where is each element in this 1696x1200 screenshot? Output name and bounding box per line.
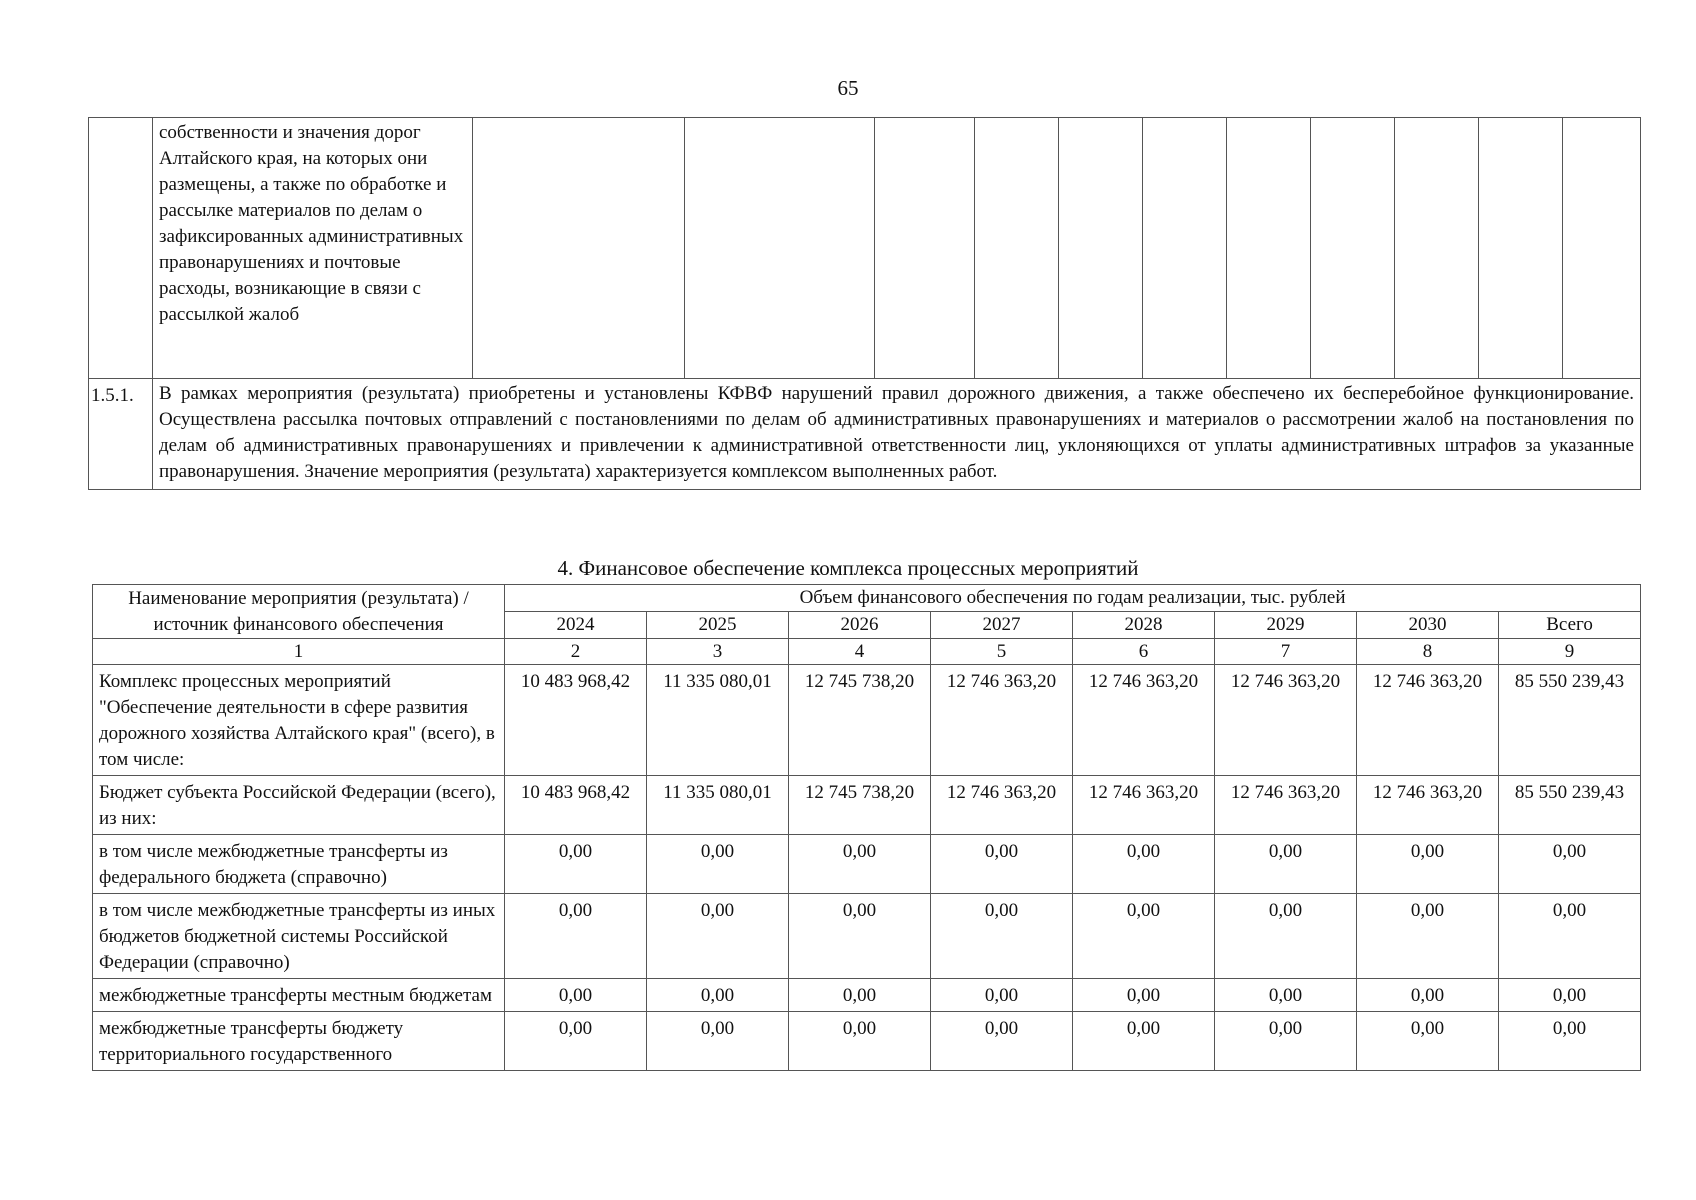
value-cell: 0,00	[1499, 835, 1641, 894]
header-row	[93, 585, 1641, 612]
empty-cell	[1227, 118, 1311, 379]
value-cell: 0,00	[1073, 979, 1215, 1012]
value-cell: 12 746 363,20	[1073, 665, 1215, 776]
item-description: В рамках мероприятия (результата) приобретены и установлены КФВФ нарушений правил дорожного движения, а также обеспечено их бесперебойное функционирование. Осуществлена рассылка почтовых отправлений с постановлениями по делам об административных правонарушениях и материалов о рассмотрении жалоб на постановления по делам об административных правонарушениях и привлечении к административной ответственности лиц, уклоняющихся от уплаты административных штрафов за указанные правонарушения. Значение мероприятия (результата) характеризуется комплексом выполненных работ.	[153, 379, 1641, 490]
column-number: 3	[647, 639, 789, 665]
column-number: 5	[931, 639, 1073, 665]
item-row	[89, 379, 1641, 490]
continuation-row	[89, 118, 1641, 379]
row-name: межбюджетные трансферты бюджету территориального государственного	[93, 1012, 505, 1071]
continuation-table	[88, 117, 1641, 490]
value-cell: 12 746 363,20	[1357, 665, 1499, 776]
empty-cell	[685, 118, 875, 379]
value-cell: 0,00	[505, 894, 647, 979]
value-cell: 0,00	[505, 1012, 647, 1071]
column-number: 8	[1357, 639, 1499, 665]
value-cell: 85 550 239,43	[1499, 776, 1641, 835]
column-number: 6	[1073, 639, 1215, 665]
year-cell: 2025	[647, 612, 789, 639]
row-name: Бюджет субъекта Российской Федерации (всего), из них:	[93, 776, 505, 835]
value-cell: 12 746 363,20	[1215, 776, 1357, 835]
value-cell: 0,00	[647, 894, 789, 979]
value-cell: 12 746 363,20	[931, 665, 1073, 776]
value-cell: 0,00	[789, 894, 931, 979]
section-title: 4. Финансовое обеспечение комплекса процессных мероприятий	[557, 556, 1139, 580]
value-cell: 0,00	[1215, 979, 1357, 1012]
value-cell: 0,00	[1499, 894, 1641, 979]
value-cell: 12 746 363,20	[1215, 665, 1357, 776]
column-number: 4	[789, 639, 931, 665]
value-cell: 0,00	[1215, 1012, 1357, 1071]
value-cell: 11 335 080,01	[647, 665, 789, 776]
empty-cell	[1311, 118, 1395, 379]
value-cell: 0,00	[1073, 1012, 1215, 1071]
item-number: 1.5.1.	[89, 379, 153, 490]
table-row	[93, 894, 1641, 979]
value-cell: 0,00	[1073, 894, 1215, 979]
year-cell: 2030	[1357, 612, 1499, 639]
year-cell: 2028	[1073, 612, 1215, 639]
value-cell: 0,00	[1499, 1012, 1641, 1071]
empty-cell	[1143, 118, 1227, 379]
value-cell: 0,00	[1073, 835, 1215, 894]
value-cell: 0,00	[931, 894, 1073, 979]
value-cell: 85 550 239,43	[1499, 665, 1641, 776]
column-number: 7	[1215, 639, 1357, 665]
row-name: в том числе межбюджетные трансферты из иных бюджетов бюджетной системы Российской Федерации (справочно)	[93, 894, 505, 979]
row-name: межбюджетные трансферты местным бюджетам	[93, 979, 505, 1012]
year-cell: 2026	[789, 612, 931, 639]
value-cell: 0,00	[1357, 1012, 1499, 1071]
value-cell: 0,00	[1357, 835, 1499, 894]
value-cell: 0,00	[1215, 894, 1357, 979]
column-number: 2	[505, 639, 647, 665]
year-cell: 2024	[505, 612, 647, 639]
empty-cell	[975, 118, 1059, 379]
value-cell: 0,00	[931, 979, 1073, 1012]
value-cell: 0,00	[789, 979, 931, 1012]
empty-cell	[1563, 118, 1641, 379]
year-cell: 2029	[1215, 612, 1357, 639]
year-cell: Всего	[1499, 612, 1641, 639]
value-cell: 0,00	[505, 979, 647, 1012]
value-cell: 0,00	[931, 1012, 1073, 1071]
empty-cell	[1059, 118, 1143, 379]
empty-cell	[1395, 118, 1479, 379]
value-cell: 12 745 738,20	[789, 776, 931, 835]
value-cell: 12 745 738,20	[789, 665, 931, 776]
header-volume-cell: Объем финансового обеспечения по годам реализации, тыс. рублей	[505, 585, 1641, 612]
empty-cell	[875, 118, 975, 379]
value-cell: 0,00	[1357, 979, 1499, 1012]
page-number: 65	[837, 76, 859, 100]
value-cell: 0,00	[789, 1012, 931, 1071]
value-cell: 0,00	[647, 1012, 789, 1071]
table-row	[93, 979, 1641, 1012]
row-name: Комплекс процессных мероприятий "Обеспечение деятельности в сфере развития дорожного хозяйства Алтайского края" (всего), в том числе:	[93, 665, 505, 776]
value-cell: 0,00	[1215, 835, 1357, 894]
value-cell: 0,00	[505, 835, 647, 894]
value-cell: 0,00	[1357, 894, 1499, 979]
continuation-number-cell	[89, 118, 153, 379]
table-row	[93, 776, 1641, 835]
column-number: 9	[1499, 639, 1641, 665]
value-cell: 12 746 363,20	[1073, 776, 1215, 835]
value-cell: 11 335 080,01	[647, 776, 789, 835]
header-name-cell: Наименование мероприятия (результата) / источник финансового обеспечения	[93, 585, 505, 639]
finance-table	[92, 584, 1641, 1071]
year-cell: 2027	[931, 612, 1073, 639]
value-cell: 0,00	[647, 979, 789, 1012]
value-cell: 0,00	[789, 835, 931, 894]
value-cell: 0,00	[1499, 979, 1641, 1012]
value-cell: 10 483 968,42	[505, 776, 647, 835]
empty-cell	[473, 118, 685, 379]
value-cell: 12 746 363,20	[1357, 776, 1499, 835]
value-cell: 0,00	[647, 835, 789, 894]
empty-cell	[1479, 118, 1563, 379]
table-row	[93, 835, 1641, 894]
value-cell: 10 483 968,42	[505, 665, 647, 776]
column-number: 1	[93, 639, 505, 665]
continuation-name-cell: собственности и значения дорог Алтайского края, на которых они размещены, а также по обработке и рассылке материалов по делам о зафиксированных административных правонарушениях и почтовые расходы, возникающие в связи с рассылкой жалоб	[153, 118, 473, 379]
table-row	[93, 1012, 1641, 1071]
value-cell: 0,00	[931, 835, 1073, 894]
column-numbers-row	[93, 639, 1641, 665]
value-cell: 12 746 363,20	[931, 776, 1073, 835]
table-row	[93, 665, 1641, 776]
row-name: в том числе межбюджетные трансферты из федерального бюджета (справочно)	[93, 835, 505, 894]
